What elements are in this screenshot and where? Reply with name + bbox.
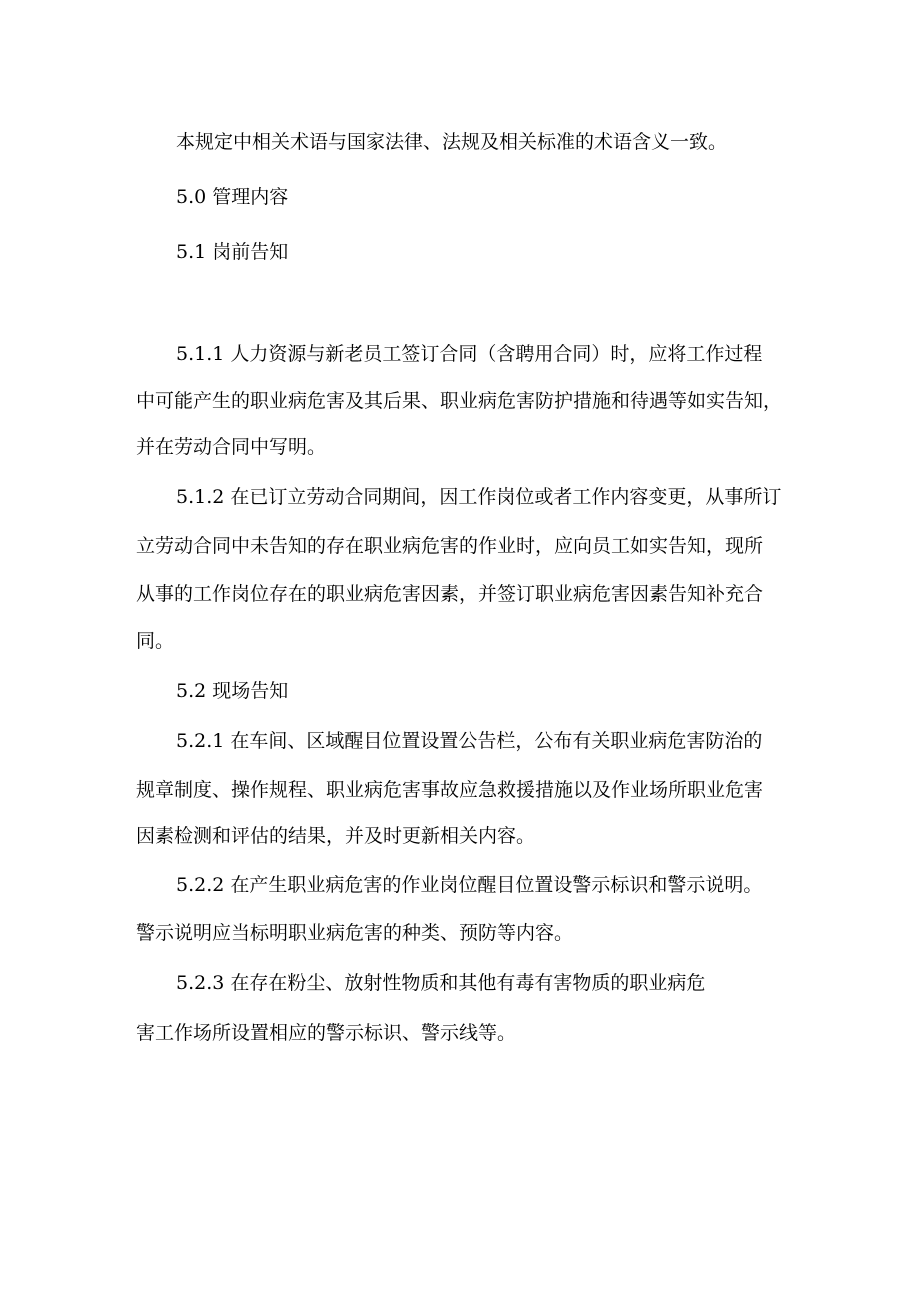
- paragraph-5-2-2-line-2: 警示说明应当标明职业病危害的种类、预防等内容。: [136, 922, 574, 944]
- paragraph-5-2-1-line-3: 因素检测和评估的结果，并及时更新相关内容。: [136, 825, 536, 847]
- paragraph-5-1-1-line-3: 并在劳动合同中写明。: [136, 436, 327, 458]
- paragraph-5-1-1-line-2: 中可能产生的职业病危害及其后果、职业病危害防护措施和待遇等如实告知，: [136, 390, 783, 412]
- paragraph-5-1-2-line-2: 立劳动合同中未告知的存在职业病危害的作业时，应向员工如实告知，现所: [136, 535, 764, 557]
- paragraph-5-2-3-line-2: 害工作场所设置相应的警示标识、警示线等。: [136, 1022, 517, 1044]
- paragraph-5-2-1-line-2: 规章制度、操作规程、职业病危害事故应急救援措施以及作业场所职业危害: [136, 779, 764, 801]
- paragraph-5-1-2-line-4: 同。: [136, 630, 175, 652]
- paragraph-5-2-2-line-1: 5.2.2 在产生职业病危害的作业岗位醒目位置设警示标识和警示说明。: [176, 874, 763, 896]
- paragraph-5-1-2-line-3: 从事的工作岗位存在的职业病危害因素，并签订职业病危害因素告知补充合: [136, 583, 764, 605]
- paragraph-5-1-2-line-1: 5.1.2 在已订立劳动合同期间，因工作岗位或者工作内容变更，从事所订: [176, 486, 782, 508]
- paragraph-5-1-1-line-1: 5.1.1 人力资源与新老员工签订合同（含聘用合同）时，应将工作过程: [176, 343, 763, 365]
- section-heading-5-1: 5.1 岗前告知: [176, 241, 289, 263]
- section-heading-5-0: 5.0 管理内容: [176, 186, 289, 208]
- paragraph-5-2-1-line-1: 5.2.1 在车间、区域醒目位置设置公告栏，公布有关职业病危害防治的: [176, 730, 763, 752]
- section-heading-5-2: 5.2 现场告知: [176, 680, 289, 702]
- paragraph-5-2-3-line-1: 5.2.3 在存在粉尘、放射性物质和其他有毒有害物质的职业病危: [176, 972, 706, 994]
- intro-paragraph: 本规定中相关术语与国家法律、法规及相关标准的术语含义一致。: [176, 131, 728, 153]
